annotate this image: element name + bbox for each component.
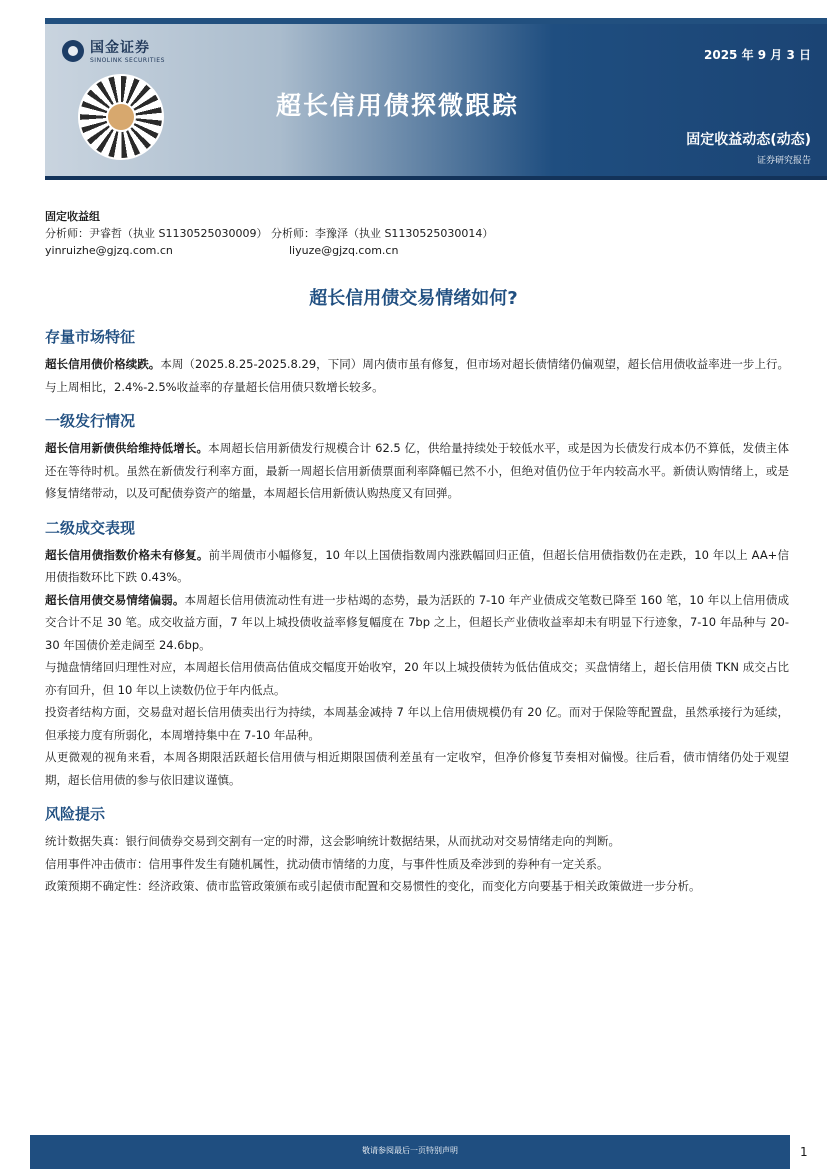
report-date: 2025 年 9 月 3 日 [704,48,811,62]
banner-top-stripe [45,18,827,24]
report-subtype: 证券研究报告 [756,156,811,166]
paragraph: 投资者结构方面，交易盘对超长信用债卖出行为持续，本周基金减持 7 年以上信用债规模仍有 20 亿。而对于保险等配置盘，虽然承接行为延续，但承接力度有所弱化，本周增持集中在 7-10 年品种。 [45,705,789,742]
paragraph-lead: 超长信用债价格续跌。 [45,357,161,371]
report-type: 固定收益动态(动态) [686,132,811,148]
section-title-risk: 风险提示 [45,805,106,823]
analyst-email-2[interactable]: liyuze@gjzq.com.cn [289,244,399,257]
paragraph: 从更微观的视角来看，本周各期限活跃超长信用债与相近期限国债利差虽有一定收窄，但净价修复节奏相对偏慢。往后看，债市情绪仍处于观望期，超长信用债的参与依旧建议谨慎。 [45,750,789,787]
article-headline: 超长信用债交易情绪如何? [309,288,518,309]
banner-bottom-stripe [45,176,827,180]
disclaimer-note: 敬请参阅最后一页特别声明 [362,1146,458,1155]
analyst-line: 分析师：尹睿哲（执业 S1130525030009） 分析师：李豫泽（执业 S1130525030014） [45,227,494,240]
analyst-email-1[interactable]: yinruizhe@gjzq.com.cn [45,244,173,257]
section-title-secondary: 二级成交表现 [45,518,136,537]
paragraph: 超长信用债价格续跌。本周（2025.8.25-2025.8.29，下同）周内债市虽有修复，但市场对超长债情绪仍偏观望，超长信用债收益率进一步上行。与上周相比，2.4%-2.5%收益率的存量超长信用债只数增长较多。 [45,357,790,394]
paragraph-lead: 超长信用债交易情绪偏弱。 [45,592,185,607]
report-body [45,326,789,898]
qr-center-logo [106,102,136,132]
section-title-primary: 一级发行情况 [45,412,136,430]
paragraph: 信用事件冲击债市：信用事件发生有随机属性，扰动债市情绪的力度，与事件性质及牵涉到的券种有一定关系。 [45,856,609,871]
paragraph: 超长信用债指数价格未有修复。前半周债市小幅修复，10 年以上国债指数周内涨跌幅回归正值，但超长信用债指数仍在走跌，10 年以上 AA+信用债指数环比下跌 0.43%。 [45,547,790,584]
logo-name-en: SINOLINK SECURITIES [90,57,165,64]
section-title-stock: 存量市场特征 [45,328,136,346]
paragraph-lead: 超长信用债指数价格未有修复。 [45,547,209,562]
author-block [45,208,805,259]
logo-name-cn: 国金证券 [90,40,150,56]
paragraph: 与抛盘情绪回归理性对应，本周超长信用债高估值成交幅度开始收窄，20 年以上城投债转为低估值成交；买盘情绪上，超长信用债 TKN 成交占比亦有回升，但 10 年以上读数仍位于年内低点。 [45,660,789,697]
paragraph: 超长信用新债供给维持低增长。本周超长信用新债发行规模合计 62.5 亿，供给量持续处于较低水平，或是因为长债发行成本仍不算低，发债主体还在等待时机。虽然在新债发行利率方面，最新一周超长信用新债票面利率降幅已然不小，但绝对值仍位于年内较高水平。新债认购情绪上，或是修复情绪带动，以及可配债券资产的缩量，本周超长信用新债认购热度又有回弹。 [45,441,789,500]
paragraph-lead: 超长信用新债供给维持低增长。 [45,441,209,455]
email-row [45,242,805,259]
paragraph: 统计数据失真：银行间债券交易到交割有一定的时滞，这会影响统计数据结果，从而扰动对交易情绪走向的判断。 [45,834,620,848]
paragraph: 政策预期不确定性：经济政策、债市监管政策颁布或引起债市配置和交易惯性的变化，而变化方向要基于相关政策做进一步分析。 [45,879,701,893]
paragraph: 超长信用债交易情绪偏弱。本周超长信用债流动性有进一步枯竭的态势，最为活跃的 7-10 年产业债成交笔数已降至 160 笔，10 年以上信用债成交合计不足 30 笔。成交收益方面，7 年以上城投债收益率修复幅度在 7bp 之上，但超长产业债收益率却未有明显下行迹象，7-10 年品种与 20-30 年国债价差走阔至 24.6bp。 [45,592,789,652]
page-footer [0,1135,827,1169]
logo-icon [62,40,84,62]
page-number: 1 [800,1145,808,1159]
company-logo [62,37,165,64]
team-name: 固定收益组 [45,210,100,223]
report-title: 超长信用债探微跟踪 [276,91,520,120]
